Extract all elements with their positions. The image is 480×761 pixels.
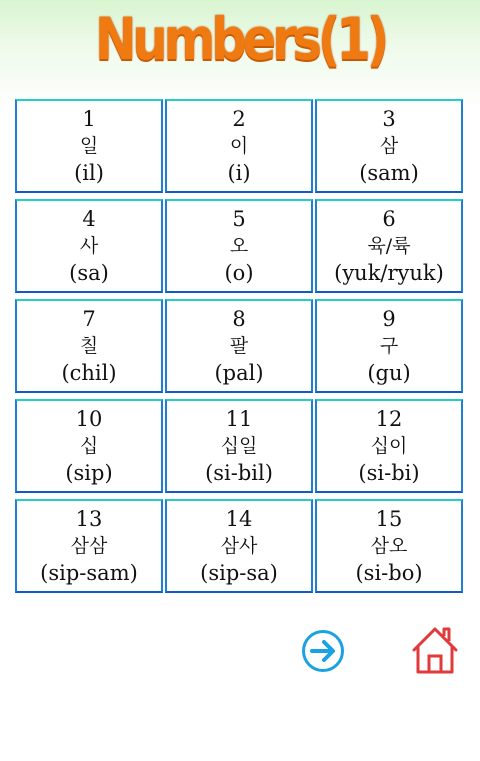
home-button[interactable] — [411, 624, 459, 676]
number-digit: 13 — [75, 506, 103, 531]
number-romanization: (sip-sam) — [40, 560, 138, 585]
page-title: Numbers(1) — [94, 5, 386, 73]
number-korean: 칠 — [79, 334, 99, 357]
number-digit: 5 — [232, 206, 246, 231]
number-korean: 삼사 — [220, 534, 258, 557]
number-digit: 6 — [382, 206, 396, 231]
number-korean: 사 — [79, 234, 99, 257]
number-card[interactable] — [15, 499, 163, 593]
number-romanization: (il) — [74, 160, 104, 185]
number-korean: 삼오 — [370, 534, 408, 557]
next-page-button[interactable] — [301, 629, 345, 673]
number-card[interactable] — [315, 399, 463, 493]
number-digit: 12 — [375, 406, 403, 431]
number-romanization: (sip-sa) — [200, 560, 278, 585]
number-korean: 구 — [379, 334, 399, 357]
number-digit: 10 — [75, 406, 103, 431]
number-card[interactable] — [165, 199, 313, 293]
number-card[interactable] — [165, 499, 313, 593]
number-card[interactable] — [315, 299, 463, 393]
number-digit: 4 — [82, 206, 96, 231]
number-digit: 9 — [382, 306, 396, 331]
arrow-right-circle-icon — [301, 629, 345, 673]
numbers-grid — [15, 99, 466, 593]
number-korean: 십이 — [370, 434, 408, 457]
number-digit: 1 — [82, 106, 96, 131]
number-romanization: (pal) — [214, 360, 264, 385]
number-digit: 3 — [382, 106, 396, 131]
number-digit: 8 — [232, 306, 246, 331]
number-korean: 팔 — [229, 334, 249, 357]
number-korean: 오 — [229, 234, 249, 257]
number-card[interactable] — [315, 99, 463, 193]
number-romanization: (i) — [227, 160, 251, 185]
number-card[interactable] — [165, 399, 313, 493]
number-korean: 육/륙 — [367, 234, 411, 257]
number-korean: 십일 — [220, 434, 258, 457]
number-korean: 십 — [79, 434, 99, 457]
number-digit: 2 — [232, 106, 246, 131]
number-romanization: (sip) — [65, 460, 113, 485]
number-korean: 삼삼 — [70, 534, 108, 557]
number-korean: 일 — [79, 134, 99, 157]
number-card[interactable] — [15, 99, 163, 193]
number-romanization: (si-bi) — [358, 460, 420, 485]
number-romanization: (chil) — [61, 360, 117, 385]
number-korean: 이 — [229, 134, 249, 157]
number-romanization: (yuk/ryuk) — [334, 260, 444, 285]
number-card[interactable] — [165, 299, 313, 393]
number-romanization: (sa) — [69, 260, 109, 285]
number-card[interactable] — [165, 99, 313, 193]
number-romanization: (si-bil) — [205, 460, 273, 485]
number-card[interactable] — [315, 199, 463, 293]
number-digit: 15 — [375, 506, 403, 531]
number-digit: 14 — [225, 506, 253, 531]
number-romanization: (si-bo) — [355, 560, 423, 585]
number-romanization: (gu) — [367, 360, 411, 385]
number-card[interactable] — [15, 299, 163, 393]
number-romanization: (o) — [224, 260, 254, 285]
number-digit: 7 — [82, 306, 96, 331]
number-card[interactable] — [15, 199, 163, 293]
number-card[interactable] — [315, 499, 463, 593]
number-card[interactable] — [15, 399, 163, 493]
number-digit: 11 — [225, 406, 253, 431]
number-romanization: (sam) — [359, 160, 419, 185]
home-icon — [411, 624, 459, 676]
number-korean: 삼 — [379, 134, 399, 157]
